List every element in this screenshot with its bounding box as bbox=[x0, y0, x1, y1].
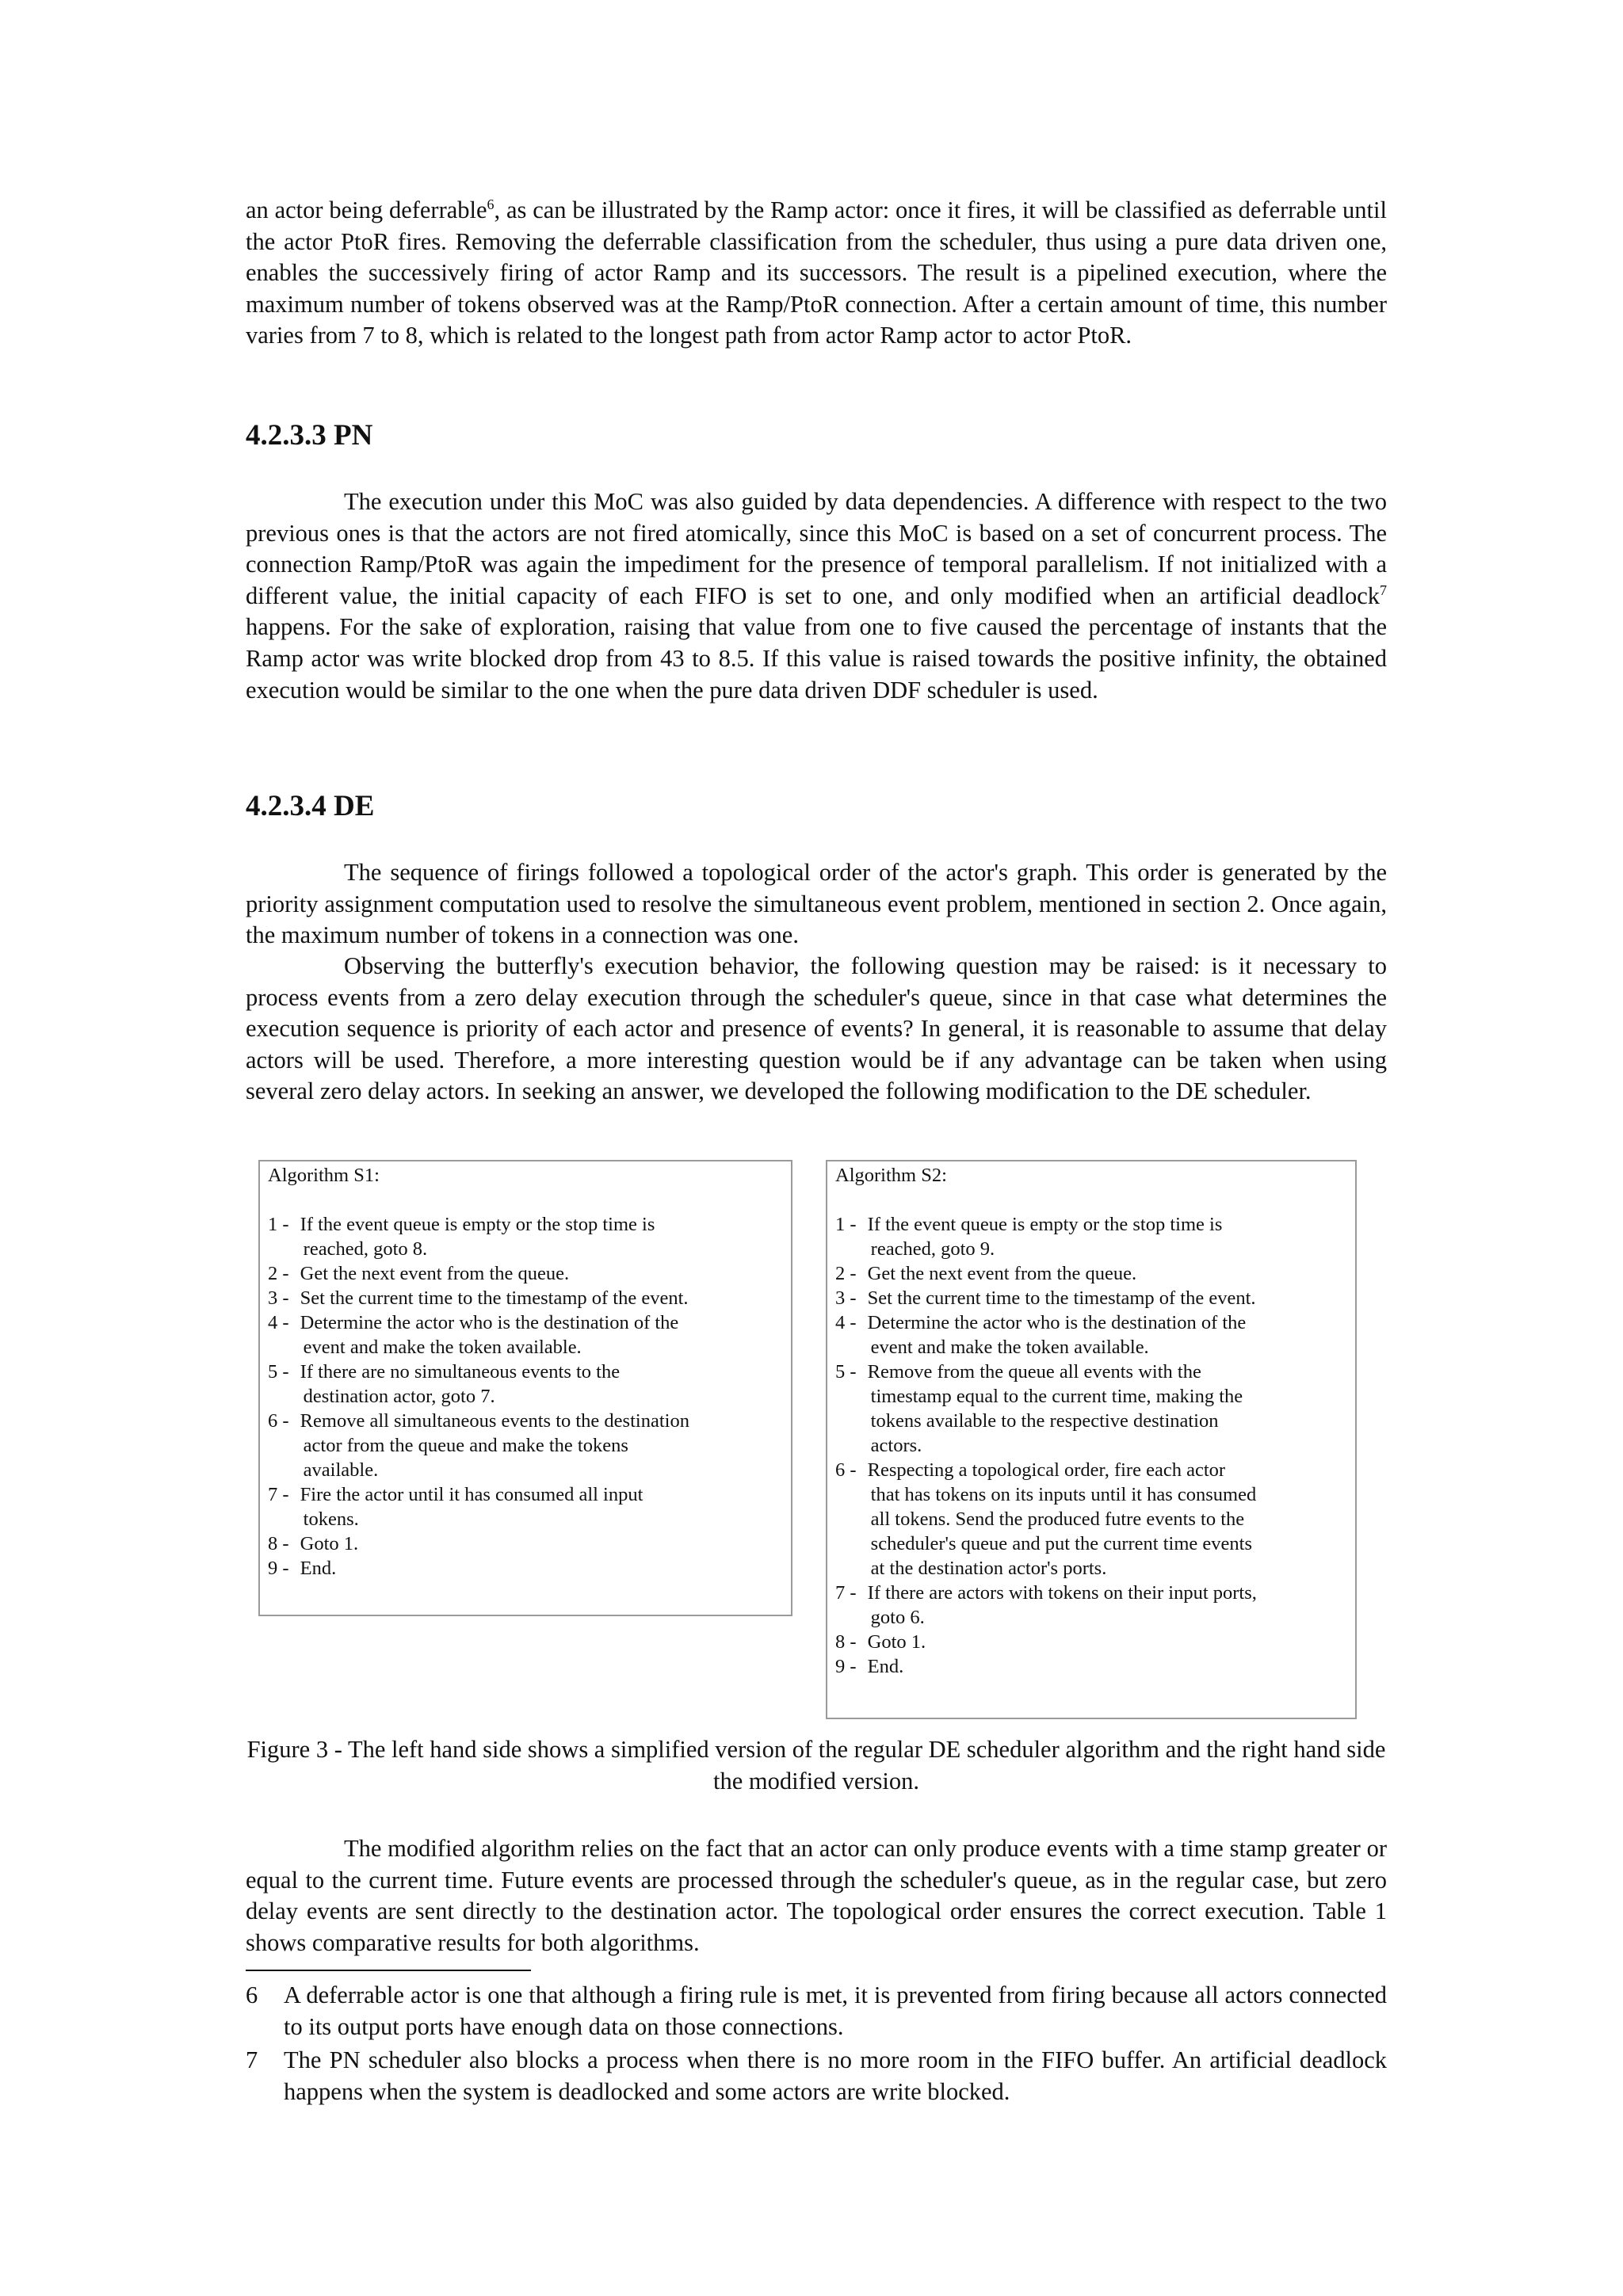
step-number: 2 - bbox=[268, 1263, 294, 1284]
algorithm-step bbox=[268, 1360, 783, 1409]
step-text bbox=[294, 1556, 783, 1581]
step-text bbox=[861, 1630, 1347, 1654]
step-number: 8 - bbox=[268, 1533, 294, 1554]
algorithm-s1-title: Algorithm S1: bbox=[268, 1165, 380, 1186]
step-line: End. bbox=[300, 1558, 337, 1579]
footnote-text: The PN scheduler also blocks a process when there is no more room in the FIFO buffer. An artificial deadlock happens when the system is deadlocked and some actors are write blocked. bbox=[284, 2046, 1387, 2105]
step-line: Respecting a topological order, fire each actor bbox=[867, 1459, 1226, 1481]
paragraph-pn: The execution under this MoC was also guided by data dependencies. A difference with respect to the two previous ones is that the actors are not fired atomically, since this MoC is based on a set of concurrent process. The connection Ramp/PtoR was again the impediment for the presence of temporal parallelism. If not initialized with a different value, the initial capacity of each FIFO is set to one, and only modified when an artificial deadlock$^7$ happens. For the sake of exploration, raising that value from one to five caused the percentage of instants that the Ramp actor was write blocked drop from 43 to 8.5. If this value is raised towards the positive infinity, the obtained execution would be similar to the one when the pure data driven DDF scheduler is used. bbox=[246, 488, 1387, 704]
algorithm-step bbox=[268, 1286, 783, 1310]
footnote-6 bbox=[246, 1979, 1387, 2042]
step-text bbox=[861, 1310, 1347, 1360]
algorithm-step bbox=[268, 1310, 783, 1360]
step-line: Set the current time to the timestamp of the event. bbox=[867, 1287, 1256, 1309]
algorithm-step bbox=[835, 1212, 1347, 1261]
step-line: Goto 1. bbox=[300, 1533, 359, 1554]
step-text bbox=[861, 1212, 1347, 1261]
step-line: End. bbox=[867, 1656, 904, 1677]
step-number: 3 - bbox=[835, 1287, 861, 1309]
algorithm-step bbox=[835, 1360, 1347, 1458]
step-text bbox=[294, 1531, 783, 1556]
step-line: event and make the token available. bbox=[870, 1337, 1149, 1358]
step-line: all tokens. Send the produced futre events to the bbox=[870, 1508, 1245, 1530]
step-number: 1 - bbox=[268, 1214, 294, 1235]
section-heading-pn: 4.2.3.3 PN bbox=[246, 419, 373, 452]
figure-3-caption: Figure 3 - The left hand side shows a simplified version of the regular DE scheduler algorithm and the right hand side the modified version. bbox=[246, 1736, 1386, 1794]
step-number: 7 - bbox=[268, 1484, 294, 1505]
step-number: 1 - bbox=[835, 1214, 861, 1235]
step-line: Fire the actor until it has consumed all input bbox=[300, 1484, 643, 1505]
algorithm-step bbox=[835, 1261, 1347, 1286]
paragraph-modified-algorithm: The modified algorithm relies on the fact that an actor can only produce events with a time stamp greater or equal to the current time. Future events are processed through the scheduler's queue, as in the regular case, but zero delay events are sent directly to the destination actor. The topological order ensures the correct execution. Table 1 shows comparative results for both algorithms. bbox=[246, 1835, 1387, 1956]
step-text bbox=[294, 1286, 783, 1310]
algorithm-step bbox=[835, 1286, 1347, 1310]
step-number: 3 - bbox=[268, 1287, 294, 1309]
step-line: destination actor, goto 7. bbox=[303, 1386, 495, 1407]
algorithm-s2-steps bbox=[835, 1212, 1347, 1679]
step-line: Get the next event from the queue. bbox=[867, 1263, 1137, 1284]
step-line: actor from the queue and make the tokens bbox=[303, 1435, 628, 1456]
algorithm-step bbox=[268, 1409, 783, 1482]
step-line: Determine the actor who is the destination of the bbox=[867, 1312, 1247, 1333]
paragraph-de-intro: The sequence of firings followed a topological order of the actor's graph. This order is generated by the priority assignment computation used to resolve the simultaneous event problem, mentioned in section 2. Once again, the maximum number of tokens in a connection was one. bbox=[246, 859, 1387, 949]
algorithm-step bbox=[835, 1310, 1347, 1360]
algorithm-s1-box bbox=[258, 1160, 792, 1616]
step-number: 5 - bbox=[268, 1361, 294, 1383]
step-number: 8 - bbox=[835, 1631, 861, 1653]
algorithm-s2-box bbox=[826, 1160, 1357, 1719]
step-line: scheduler's queue and put the current time events bbox=[870, 1533, 1252, 1554]
step-text bbox=[861, 1654, 1347, 1679]
paragraph-de-question: Observing the butterfly's execution behavior, the following question may be raised: is it necessary to process events from a zero delay execution through the scheduler's queue, since in that case what determines the execution sequence is priority of each actor and presence of events? In general, it is reasonable to assume that delay actors will be used. Therefore, a more interesting question would be if any advantage can be taken when using several zero delay actors. In seeking an answer, we developed the following modification to the DE scheduler. bbox=[246, 952, 1387, 1105]
algorithm-s1-steps bbox=[268, 1212, 783, 1581]
step-text bbox=[294, 1261, 783, 1286]
step-line: timestamp equal to the current time, making the bbox=[870, 1386, 1243, 1407]
step-line: at the destination actor's ports. bbox=[870, 1558, 1107, 1579]
step-number: 6 - bbox=[268, 1410, 294, 1432]
step-line: If there are actors with tokens on their input ports, bbox=[867, 1582, 1257, 1604]
paragraph-deferrable: an actor being deferrable$^6$, as can be illustrated by the Ramp actor: once it fires, it will be classified as deferrable until the actor PtoR fires. Removing the deferrable classification from the scheduler, thus using a pure data driven one, enables the successively firing of actor Ramp and its successors. The result is a pipelined execution, where the maximum number of tokens observed was at the Ramp/PtoR connection. After a certain amount of time, this number varies from 7 to 8, which is related to the longest path from actor Ramp actor to actor PtoR. bbox=[246, 196, 1387, 349]
step-line: goto 6. bbox=[870, 1607, 925, 1628]
algorithm-step bbox=[835, 1458, 1347, 1581]
step-line: event and make the token available. bbox=[303, 1337, 582, 1358]
step-number: 9 - bbox=[268, 1558, 294, 1579]
footnote-ref-6: 6 bbox=[487, 196, 495, 212]
footnote-number: 7 bbox=[246, 2046, 258, 2073]
footnote-7 bbox=[246, 2044, 1387, 2107]
step-line: If there are no simultaneous events to the bbox=[300, 1361, 621, 1383]
step-text bbox=[861, 1458, 1347, 1581]
step-line: available. bbox=[303, 1459, 379, 1481]
algorithm-step bbox=[268, 1556, 783, 1581]
step-line: Determine the actor who is the destination of the bbox=[300, 1312, 679, 1333]
step-line: that has tokens on its inputs until it has consumed bbox=[870, 1484, 1257, 1505]
algorithm-step bbox=[835, 1581, 1347, 1630]
step-text bbox=[861, 1581, 1347, 1630]
step-line: actors. bbox=[870, 1435, 922, 1456]
step-text bbox=[294, 1482, 783, 1531]
step-text bbox=[861, 1261, 1347, 1286]
algorithm-step bbox=[268, 1212, 783, 1261]
algorithm-step bbox=[268, 1482, 783, 1531]
step-number: 2 - bbox=[835, 1263, 861, 1284]
step-line: tokens. bbox=[303, 1508, 359, 1530]
step-line: If the event queue is empty or the stop time is bbox=[300, 1214, 655, 1235]
section-heading-de: 4.2.3.4 DE bbox=[246, 790, 375, 822]
step-line: Goto 1. bbox=[867, 1631, 926, 1653]
step-text bbox=[294, 1409, 783, 1482]
step-line: tokens available to the respective destination bbox=[870, 1410, 1219, 1432]
step-line: Get the next event from the queue. bbox=[300, 1263, 570, 1284]
step-number: 9 - bbox=[835, 1656, 861, 1677]
footnote-number: 6 bbox=[246, 1981, 258, 2008]
step-text bbox=[861, 1360, 1347, 1458]
algorithm-s2-title: Algorithm S2: bbox=[835, 1165, 947, 1186]
step-number: 7 - bbox=[835, 1582, 861, 1604]
algorithm-step bbox=[268, 1261, 783, 1286]
footnote-text: A deferrable actor is one that although a firing rule is met, it is prevented from firing because all actors connected to its output ports have enough data on those connections. bbox=[284, 1981, 1387, 2040]
footnote-divider bbox=[246, 1970, 531, 1971]
step-line: If the event queue is empty or the stop time is bbox=[867, 1214, 1223, 1235]
step-number: 4 - bbox=[268, 1312, 294, 1333]
step-number: 6 - bbox=[835, 1459, 861, 1481]
step-text bbox=[294, 1212, 783, 1261]
step-text bbox=[294, 1360, 783, 1409]
step-line: reached, goto 8. bbox=[303, 1238, 428, 1260]
step-text bbox=[294, 1310, 783, 1360]
step-line: Remove from the queue all events with the bbox=[867, 1361, 1201, 1383]
algorithm-step bbox=[835, 1630, 1347, 1654]
footnote-ref-7: 7 bbox=[1380, 582, 1387, 598]
algorithm-step bbox=[835, 1654, 1347, 1679]
step-line: reached, goto 9. bbox=[870, 1238, 995, 1260]
step-number: 5 - bbox=[835, 1361, 861, 1383]
step-text bbox=[861, 1286, 1347, 1310]
step-line: Set the current time to the timestamp of the event. bbox=[300, 1287, 689, 1309]
step-line: Remove all simultaneous events to the destination bbox=[300, 1410, 689, 1432]
algorithm-step bbox=[268, 1531, 783, 1556]
step-number: 4 - bbox=[835, 1312, 861, 1333]
